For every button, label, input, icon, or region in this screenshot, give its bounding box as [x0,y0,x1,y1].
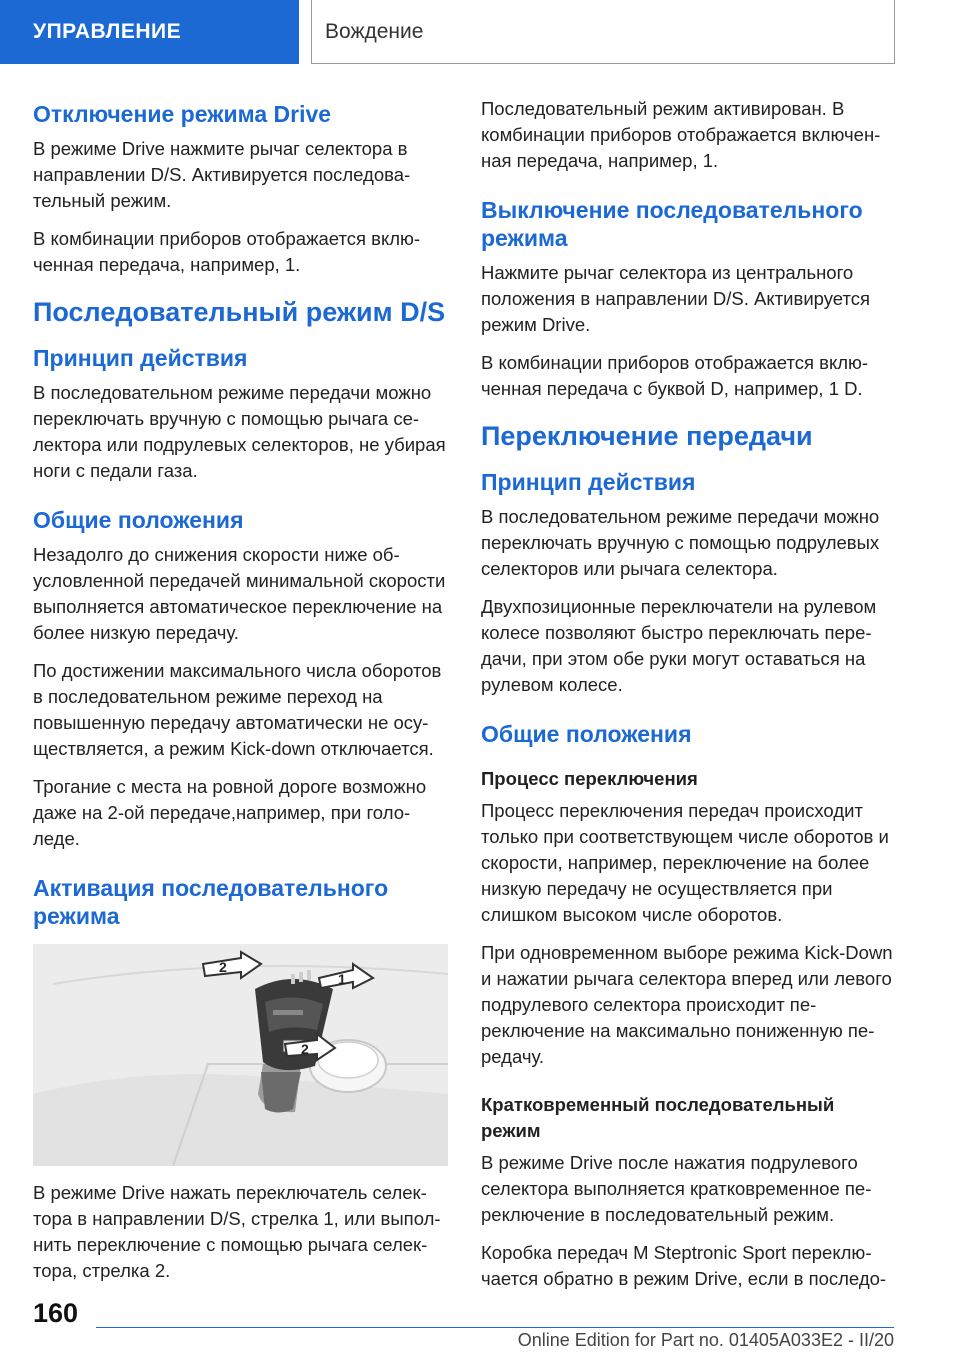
paragraph: В комбинации приборов отображается включенная передача с буквой D, например, 1 D. [481,352,869,399]
paragraph: Двухпозиционные переключатели на рулевом колесе позволяют быстро переключать передачи, при этом обе руки могут оставаться на рулевом колесе. [481,596,877,695]
paragraph: По достижении максимального числа оборотов в последовательном режиме переход на повышенную передачу автоматически не осуществляется, а режим Kick-down отключается. [33,660,442,759]
chapter-title: Вождение [311,0,895,64]
gear-selector-illustration [33,944,448,1166]
section-tab: УПРАВЛЕНИЕ [0,0,299,64]
paragraph: Нажмите рычаг селектора из центрального положения в направлении D/S. Активируется режим Drive. [481,262,870,335]
paragraph: При одновременном выборе режима Kick-Down и нажатии рычага селектора вперед или левого подрулевого селектора происходит переключение на максимально пониженную передачу. [481,942,893,1067]
gear-selector-drawing [33,944,448,1166]
paragraph: В режиме Drive нажать переключатель селектора в направлении D/S, стрелка 1, или выполнить переключение с помощью рычага селектора, стрелка 2. [33,1182,441,1281]
paragraph: Процесс переключения передач происходит только при соответствующем числе оборотов и скорости, например, переключение на более низкую передачу не осуществляется при слишком высоком числе оборотов. [481,800,889,925]
footer-edition-link[interactable]: Online Edition for Part no. 01405A033E2 - II/20 [517,1330,894,1350]
heading-gear-shift: Переключение передачи [481,421,813,451]
arrow-label-2: 2 [219,959,227,975]
paragraph: В последовательном режиме передачи можно переключать вручную с помощью подрулевых селекторов или рычага селектора. [481,506,880,579]
subheading-shift-process: Процесс переключения [481,768,698,789]
paragraph: В комбинации приборов отображается включенная передача, например, 1. [33,228,421,275]
heading-sequential-off: Выключение последовательного режима [481,197,863,251]
subheading-short-sequential: Кратковременный последовательный режим [481,1094,835,1141]
heading-principle: Принцип действия [33,345,248,371]
paragraph: В последовательном режиме передачи можно переключать вручную с помощью рычага селектора или подрулевых селекторов, не убирая ноги с педали газа. [33,382,446,481]
heading-sequential-mode: Последовательный режим D/S [33,297,446,327]
arrow-label-2: 2 [301,1041,309,1057]
footer-divider [96,1327,894,1328]
heading-drive-off: Отключение режима Drive [33,101,332,127]
page-number: 160 [33,1298,79,1328]
paragraph: Незадолго до снижения скорости ниже обусловленной передачей минимальной скорости выполняется автоматическое переключение на более низкую передачу. [33,544,446,643]
left-column [33,96,448,1296]
right-column [481,96,896,1304]
paragraph: Последовательный режим активирован. В комбинации приборов отображается включенная передача, например, 1. [481,98,881,171]
paragraph: Трогание с места на ровной дороге возможно даже на 2-ой передаче,например, при гололеде. [33,776,427,849]
heading-principle: Принцип действия [481,469,696,495]
paragraph: В режиме Drive после нажатия подрулевого селектора выполняется кратковременное переключение в последовательный режим. [481,1152,872,1225]
heading-general: Общие положения [33,507,244,533]
heading-activate-sequential: Активация последовательного режима [33,875,389,929]
heading-general: Общие положения [481,721,692,747]
paragraph: В режиме Drive нажмите рычаг селектора в направлении D/S. Активируется последовательный режим. [33,138,411,211]
paragraph: Коробка передач M Steptronic Sport переключается обратно в режим Drive, если в последо- [481,1242,887,1289]
arrow-label-1: 1 [338,971,346,987]
